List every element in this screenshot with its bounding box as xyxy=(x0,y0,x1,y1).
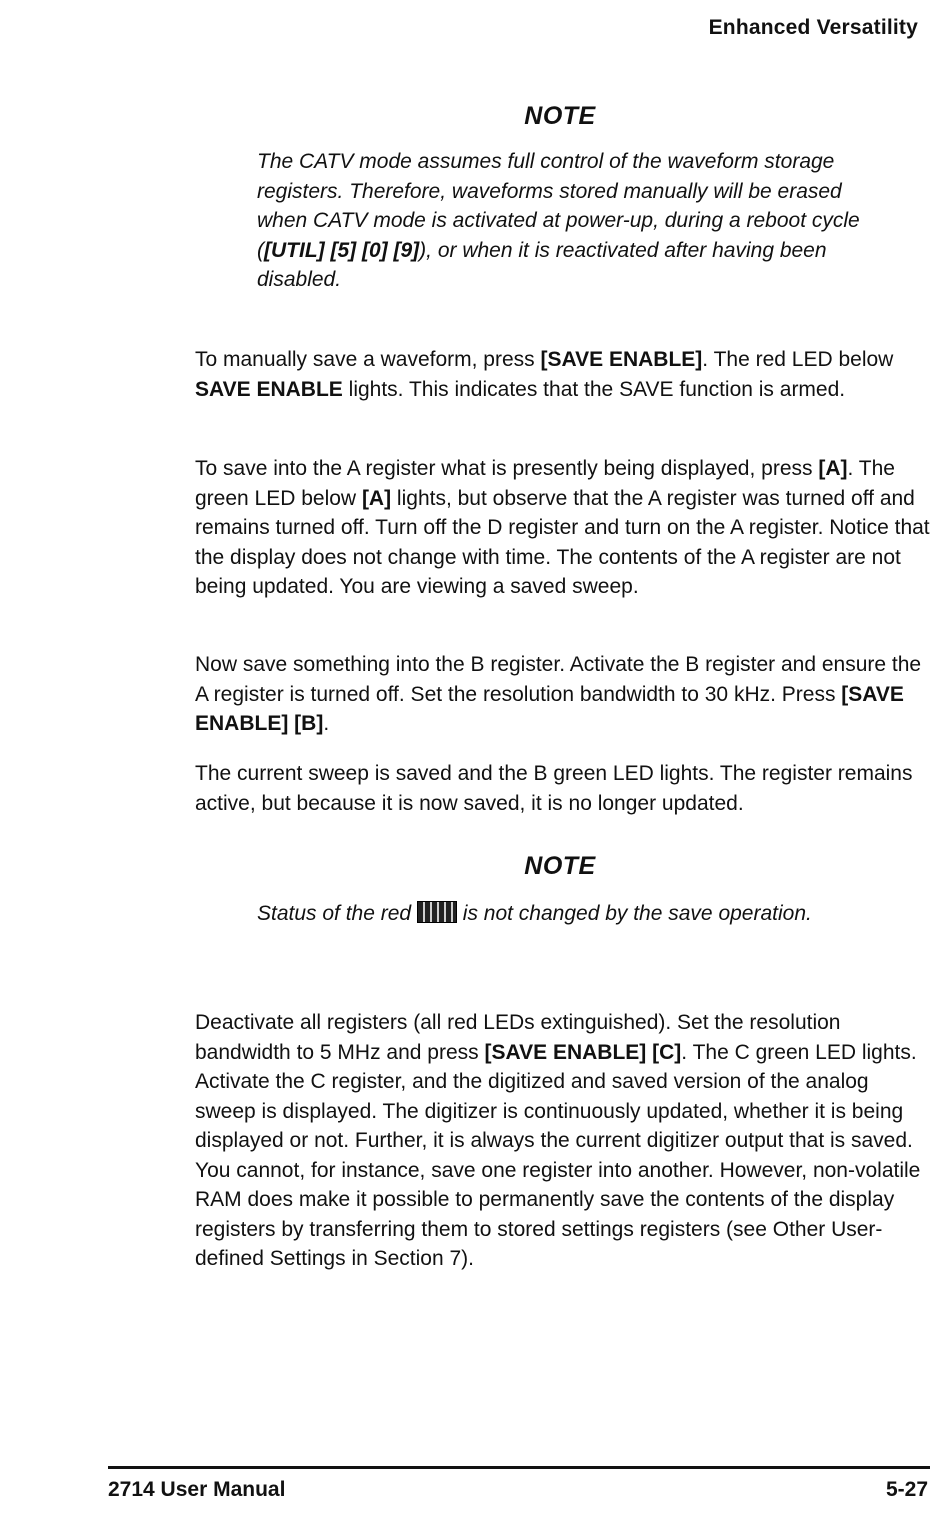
paragraph-save-a-register: To save into the A register what is presently being displayed, press [A]. The green LED below [A] lights, but observe that the A register was turned off and remains turned off. Turn off the D register and turn on the A register. Notice that the display does not change with time. The contents of the A register are not being updated. You are viewing a saved sweep. xyxy=(195,457,930,598)
paragraph-save-b-register: Now save something into the B register. Activate the B register and ensure the A register is turned off. Set the resolution bandwidth to 30 kHz. Press [SAVE ENABLE] [B]. xyxy=(195,653,922,735)
note-body-1: The CATV mode assumes full control of the waveform storage registers. Therefore, waveforms stored manually will be erased when CATV mode is activated at power-up, during a reboot cycle ([UTIL] [5] [0] [9]), or when it is reactivated after having been disabled. xyxy=(257,150,860,291)
footer-manual-title: 2714 User Manual xyxy=(108,1478,286,1501)
note-body-2: Status of the red is not changed by the save operation. xyxy=(257,902,812,925)
footer-page-number: 5-27 xyxy=(885,1478,928,1501)
paragraph-save-enable: To manually save a waveform, press [SAVE ENABLE]. The red LED below SAVE ENABLE lights. This indicates that the SAVE function is armed. xyxy=(195,348,894,401)
page-header-title: Enhanced Versatility xyxy=(708,16,918,39)
footer-divider xyxy=(108,1466,930,1469)
led-indicator-icon xyxy=(417,901,457,923)
note-title-2: NOTE xyxy=(524,852,596,880)
paragraph-current-sweep: The current sweep is saved and the B green LED lights. The register remains active, but because it is now saved, it is no longer updated. xyxy=(195,762,913,815)
paragraph-deactivate-registers: Deactivate all registers (all red LEDs extinguished). Set the resolution bandwidth to 5 MHz and press [SAVE ENABLE] [C]. The C green LED lights. Activate the C register, and the digitized and saved version of the analog sweep is displayed. The digitizer is continuously updated, whether it is being displayed or not. Further, it is always the current digitizer output that is saved. You cannot, for instance, save one register into another. However, non-volatile RAM does make it possible to permanently save the contents of the display registers by transferring them to stored settings registers (see Other User-defined Settings in Section 7). xyxy=(195,1011,921,1270)
note-title-1: NOTE xyxy=(524,102,596,130)
